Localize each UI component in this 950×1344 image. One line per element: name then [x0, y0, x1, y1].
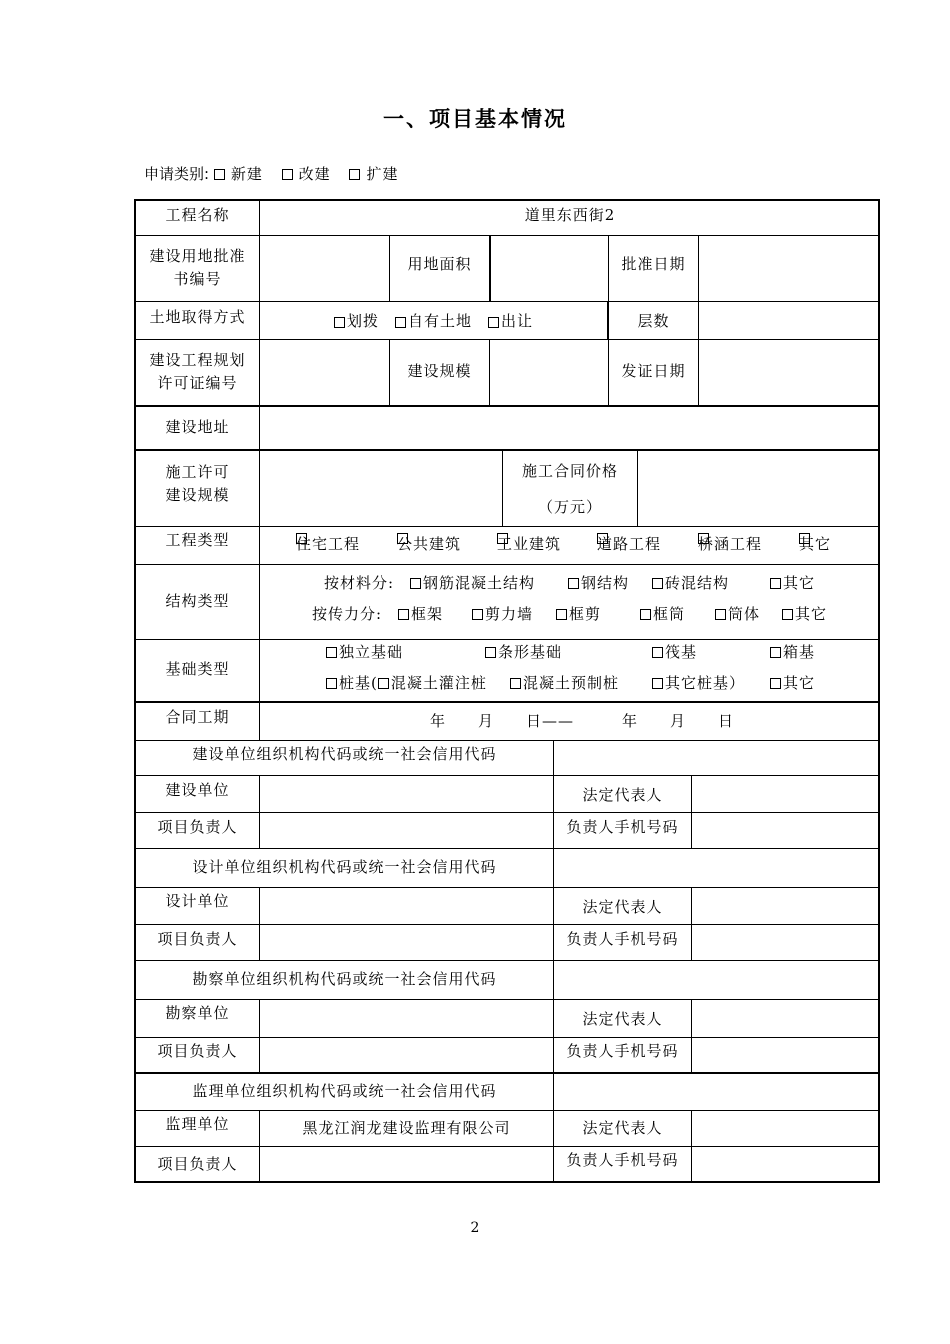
construction-permit-label-line2: 建设规模: [165, 486, 230, 504]
supervision-manager-label: 项目负责人: [157, 1155, 238, 1174]
construction-permit-label-line1: 施工许可: [165, 462, 230, 481]
approval-date-label: 批准日期: [621, 255, 686, 274]
planning-permit-label-line2: 许可证编号: [157, 374, 238, 392]
contract-period-value[interactable]: 年 月 日—— 年 月 日: [430, 711, 735, 730]
checkbox-other-foundation[interactable]: [770, 678, 781, 689]
survey-legal-rep-value[interactable]: [692, 999, 880, 1037]
option-raft: 筏基: [665, 643, 698, 661]
build-unit-label: 建设单位: [165, 781, 230, 800]
supervision-manager-value[interactable]: [260, 1146, 553, 1183]
construction-permit-label: [136, 451, 259, 517]
contract-price-value[interactable]: [638, 451, 880, 526]
option-strip: 条形基础: [498, 643, 563, 661]
checkbox-rebuild[interactable]: [282, 169, 293, 180]
project-info-form: [134, 199, 880, 1183]
checkbox-expand[interactable]: [349, 169, 360, 180]
issue-date-label: 发证日期: [621, 362, 686, 381]
build-manager-value[interactable]: [260, 812, 553, 848]
option-transfer: 出让: [501, 312, 534, 331]
supervision-legal-rep-value[interactable]: [692, 1110, 880, 1146]
supervision-unit-value[interactable]: 黑龙江润龙建设监理有限公司: [302, 1119, 511, 1138]
option-tube: 筒体: [728, 605, 761, 623]
option-expand: 扩建: [366, 165, 399, 183]
build-unit-code-value[interactable]: [554, 740, 880, 775]
application-type: [144, 163, 412, 184]
build-unit-value[interactable]: [260, 775, 553, 812]
supervision-unit-label: 监理单位: [165, 1115, 230, 1134]
option-frame-shear: 框剪: [569, 605, 602, 623]
address-label: 建设地址: [165, 418, 230, 437]
supervision-unit-code-value[interactable]: [554, 1074, 880, 1110]
option-other-foundation: 其它: [783, 674, 816, 692]
checkbox-rc[interactable]: [410, 578, 421, 589]
option-frame-tube: 框筒: [653, 605, 686, 623]
option-other-pile: 其它桩基）: [665, 674, 746, 692]
issue-date-value[interactable]: [699, 339, 880, 405]
design-phone-label: 负责人手机号码: [566, 930, 679, 949]
option-precast-pile: 混凝土预制桩: [523, 674, 620, 692]
design-unit-code-value[interactable]: [554, 848, 880, 887]
supervision-phone-label: 负责人手机号码: [566, 1151, 679, 1170]
option-masonry: 砖混结构: [665, 574, 730, 592]
option-box: 箱基: [783, 643, 816, 661]
checkbox-cast-pile[interactable]: [378, 678, 389, 689]
survey-manager-label: 项目负责人: [157, 1042, 238, 1061]
supervision-phone-value[interactable]: [692, 1146, 880, 1183]
design-phone-value[interactable]: [692, 924, 880, 960]
checkbox-pile[interactable]: [326, 678, 337, 689]
checkbox-strip[interactable]: [485, 647, 496, 658]
scale-label: 建设规模: [407, 362, 472, 381]
option-isolated: 独立基础: [339, 643, 404, 661]
planning-permit-value[interactable]: [260, 339, 389, 405]
design-unit-code-label: 设计单位组织机构代码或统一社会信用代码: [192, 857, 497, 876]
land-approval-label: [136, 235, 259, 301]
option-public: 公共建筑: [397, 535, 462, 553]
design-manager-value[interactable]: [260, 924, 553, 960]
application-type-label: 申请类别:: [144, 165, 210, 183]
option-own-land: 自有土地: [407, 312, 472, 331]
checkbox-steel[interactable]: [568, 578, 579, 589]
design-manager-label: 项目负责人: [157, 930, 238, 949]
option-other-engineering: 其它: [799, 535, 832, 553]
checkbox-box[interactable]: [770, 647, 781, 658]
approval-date-value[interactable]: [699, 235, 880, 301]
survey-unit-code-value[interactable]: [554, 960, 880, 999]
option-industrial: 工业建筑: [497, 535, 562, 553]
checkbox-other-pile[interactable]: [652, 678, 663, 689]
design-legal-rep-label: 法定代表人: [582, 897, 663, 916]
option-road: 道路工程: [597, 535, 662, 553]
option-pile-prefix: 桩基(: [339, 674, 378, 692]
checkbox-tube[interactable]: [715, 609, 726, 620]
survey-phone-value[interactable]: [692, 1037, 880, 1072]
checkbox-new[interactable]: [214, 169, 225, 180]
option-cast-pile: 混凝土灌注桩: [390, 674, 487, 692]
checkbox-precast-pile[interactable]: [510, 678, 521, 689]
checkbox-frame[interactable]: [398, 609, 409, 620]
engineering-type-options: [260, 526, 880, 564]
project-name-label: 工程名称: [165, 206, 230, 225]
option-frame: 框架: [411, 605, 444, 623]
build-phone-label: 负责人手机号码: [566, 818, 679, 837]
build-legal-rep-value[interactable]: [692, 775, 880, 812]
survey-unit-code-label: 勘察单位组织机构代码或统一社会信用代码: [192, 969, 497, 988]
build-phone-value[interactable]: [692, 812, 880, 848]
option-rc: 钢筋混凝土结构: [423, 574, 536, 592]
land-area-label: 用地面积: [407, 255, 472, 274]
checkbox-other-force[interactable]: [782, 609, 793, 620]
checkbox-raft[interactable]: [652, 647, 663, 658]
supervision-legal-rep-label: 法定代表人: [582, 1119, 663, 1138]
checkbox-frame-tube[interactable]: [640, 609, 651, 620]
option-steel: 钢结构: [581, 574, 630, 592]
survey-unit-label: 勘察单位: [165, 1004, 230, 1023]
option-shear-wall: 剪力墙: [485, 605, 534, 623]
build-manager-label: 项目负责人: [157, 818, 238, 837]
land-approval-label-line2: 书编号: [173, 270, 222, 288]
survey-unit-value[interactable]: [260, 999, 553, 1037]
structure-force-label: 按传力分:: [312, 605, 383, 623]
build-unit-code-label: 建设单位组织机构代码或统一社会信用代码: [192, 745, 497, 764]
option-new: 新建: [230, 165, 263, 183]
foundation-type-options: [260, 639, 880, 701]
checkbox-other-material[interactable]: [770, 578, 781, 589]
survey-phone-label: 负责人手机号码: [566, 1042, 679, 1061]
foundation-type-label: 基础类型: [165, 660, 230, 679]
land-method-options: [260, 305, 607, 339]
checkbox-frame-shear[interactable]: [556, 609, 567, 620]
engineering-type-label: 工程类型: [165, 531, 230, 550]
checkbox-masonry[interactable]: [652, 578, 663, 589]
floors-value[interactable]: [699, 301, 880, 339]
design-legal-rep-value[interactable]: [692, 887, 880, 924]
design-unit-value[interactable]: [260, 887, 553, 924]
survey-manager-value[interactable]: [260, 1037, 553, 1072]
option-residential: 住宅工程: [296, 535, 361, 553]
structure-type-label: 结构类型: [165, 591, 230, 610]
checkbox-allocation[interactable]: [334, 317, 345, 328]
structure-material-label: 按材料分:: [324, 574, 395, 592]
option-bridge: 桥涵工程: [698, 535, 763, 553]
land-approval-label-line1: 建设用地批准: [149, 246, 246, 265]
design-unit-label: 设计单位: [165, 892, 230, 911]
contract-period-label: 合同工期: [165, 708, 230, 727]
supervision-unit-code-label: 监理单位组织机构代码或统一社会信用代码: [192, 1082, 497, 1101]
page-title: 一、项目基本情况: [383, 107, 567, 131]
option-other-material: 其它: [783, 574, 816, 592]
land-approval-value[interactable]: [260, 235, 389, 301]
structure-type-options: [260, 564, 880, 639]
option-allocation: 划拨: [346, 312, 379, 331]
scale-value[interactable]: [490, 339, 608, 405]
checkbox-shear-wall[interactable]: [472, 609, 483, 620]
checkbox-own-land[interactable]: [395, 317, 406, 328]
option-rebuild: 改建: [298, 165, 331, 183]
contract-price-label: [503, 451, 637, 526]
address-value[interactable]: [260, 407, 880, 449]
contract-price-label-line1: 施工合同价格: [521, 461, 618, 480]
build-legal-rep-label: 法定代表人: [582, 785, 663, 804]
planning-permit-label-line1: 建设工程规划: [149, 350, 246, 369]
survey-legal-rep-label: 法定代表人: [582, 1010, 663, 1029]
project-name-value[interactable]: 道里东西街2: [524, 206, 616, 225]
planning-permit-label: [136, 339, 259, 405]
page-number: 2: [470, 1220, 480, 1236]
checkbox-isolated[interactable]: [326, 647, 337, 658]
land-method-label: 土地取得方式: [149, 308, 246, 327]
construction-permit-value[interactable]: [260, 451, 502, 526]
land-area-value[interactable]: [491, 235, 608, 301]
option-other-force: 其它: [795, 605, 828, 623]
contract-price-label-line2: （万元）: [537, 497, 602, 516]
floors-label: 层数: [637, 312, 670, 331]
checkbox-transfer[interactable]: [488, 317, 499, 328]
